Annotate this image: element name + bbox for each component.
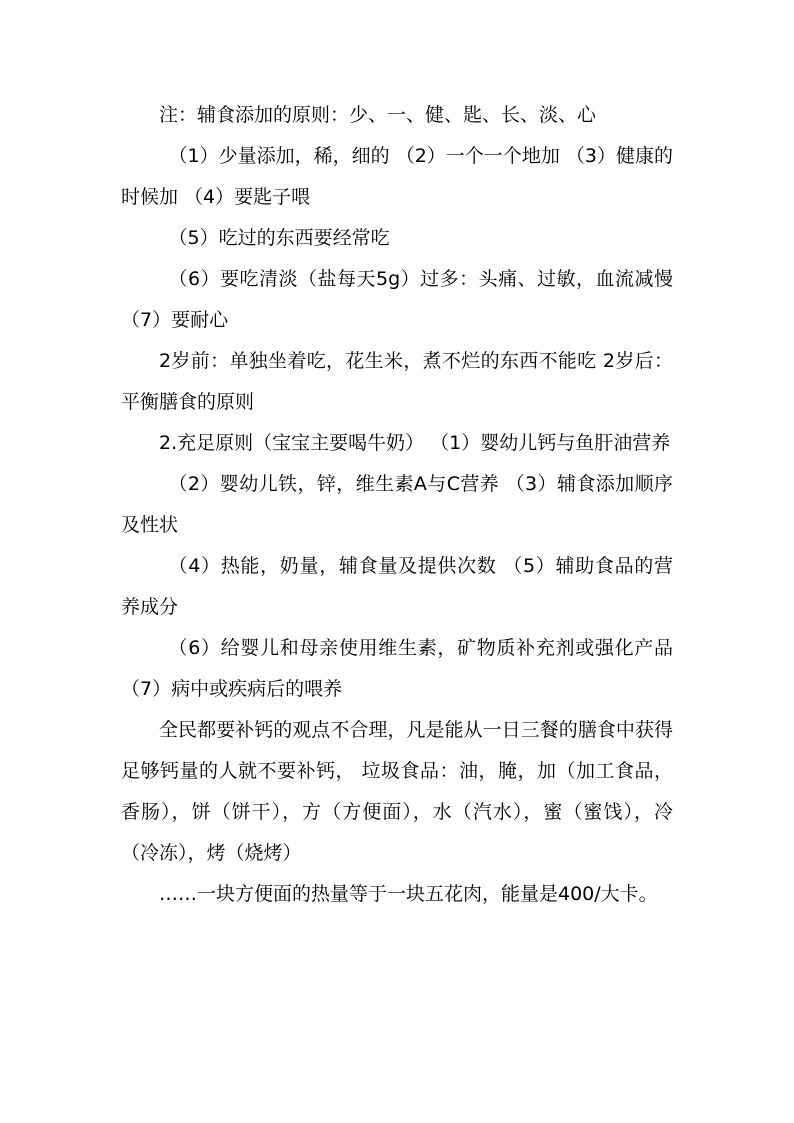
paragraph-principles-note: 注：辅食添加的原则：少、一、健、匙、长、淡、心 <box>159 104 597 126</box>
document-page <box>121 95 673 915</box>
paragraph-principles-1-4: （1）少量添加，稀，细的 （2）一个一个地加 （3）健康的时候加 （4）要匙子喂 <box>121 145 673 208</box>
paragraph-age-two: 2岁前：单独坐着吃，花生米，煮不烂的东西不能吃 2岁后：平衡膳食的原则 <box>121 350 673 413</box>
paragraph-principles-6-7: （6）要吃清淡（盐每天5g）过多：头痛、过敏，血流减慢 （7）要耐心 <box>121 268 673 331</box>
paragraph-energy-milk: （4）热能，奶量，辅食量及提供次数 （5）辅助食品的营养成分 <box>121 555 673 618</box>
paragraph-calcium-junk-food: 全民都要补钙的观点不合理，凡是能从一日三餐的膳食中获得足够钙量的人就不要补钙， 垃圾食品：油，腌，加（加工食品，香肠），饼（饼干），方（方便面），水（汽水），蜜（蜜饯），冷（冷冻），烤（烧烤） <box>121 719 673 864</box>
paragraph-principle-5: （5）吃过的东西要经常吃 <box>168 227 390 249</box>
paragraph-supplements: （6）给婴儿和母亲使用维生素，矿物质补充剂或强化产品 （7）病中或疾病后的喂养 <box>121 637 673 700</box>
paragraph-iron-zinc: （2）婴幼儿铁，锌，维生素A与C营养 （3）辅食添加顺序及性状 <box>121 473 673 536</box>
paragraph-sufficiency-principle: 2.充足原则（宝宝主要喝牛奶） （1）婴幼儿钙与鱼肝油营养 <box>159 432 671 454</box>
paragraph-instant-noodles: ……一块方便面的热量等于一块五花肉，能量是400/大卡。 <box>159 883 658 905</box>
